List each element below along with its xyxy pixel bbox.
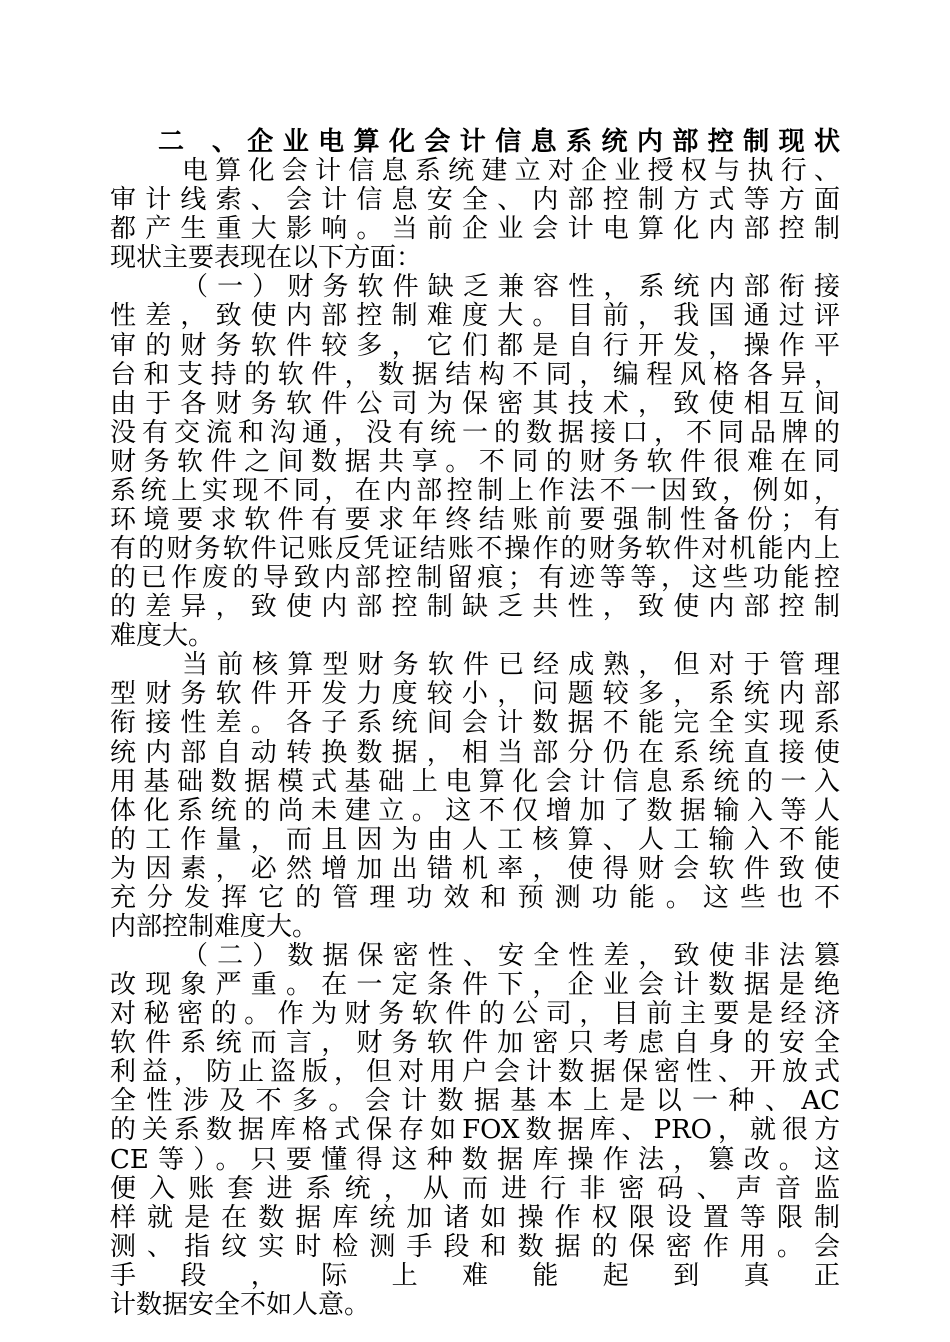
text-line: 为因素，必然增加出错机率，使得财会软件致使 <box>110 853 840 884</box>
text-line: （二）数据保密性、安全性差，致使非法篡 <box>182 941 840 972</box>
text-line: 的关系数据库格式保存如FOX数据库、PRO，就很方 <box>110 1115 840 1146</box>
text-line: 统内部自动转换数据，相当部分仍在系统直接使 <box>110 737 840 768</box>
text-line: 环境要求软件有要求年终结账前要强制性备份；有 <box>110 504 840 535</box>
text-line: 全性涉及不多。会计数据基本上是以一种、AC <box>110 1086 840 1117</box>
text-line: 审计线索、会计信息安全、内部控制方式等方面 <box>110 185 840 216</box>
text-line: 计数据安全不如人意。 <box>110 1289 371 1320</box>
text-line: 利益，防止盗版，但对用户会计数据保密性、开放式 <box>110 1057 840 1088</box>
text-line: 用基础数据模式基础上电算化会计信息系统的一入 <box>110 766 840 797</box>
text-line: 没有交流和沟通，没有统一的数据接口，不同品牌的 <box>110 417 840 448</box>
text-line: 台和支持的软件，数据结构不同，编程风格各异， <box>110 359 840 390</box>
text-line: 软件系统而言，财务软件加密只考虑自身的安全 <box>110 1028 840 1059</box>
text-line: 手段，际上难能起到真正 <box>110 1260 840 1291</box>
text-line: 对秘密的。作为财务软件的公司，目前主要是经济 <box>110 999 840 1030</box>
text-line: 样就是在数据库统加诸如操作权限设置等限制 <box>110 1202 840 1233</box>
text-line: 改现象严重。在一定条件下，企业会计数据是绝 <box>110 970 840 1001</box>
text-line: 衔接性差。各子系统间会计数据不能完全实现系 <box>110 708 840 739</box>
text-line: 当前核算型财务软件已经成熟，但对于管理 <box>182 650 840 681</box>
text-line: 现状主要表现在以下方面： <box>110 243 423 274</box>
text-line: 有的财务软件记账反凭证结账不操作的财务软件对机能内上 <box>110 534 840 565</box>
text-line: 财务软件之间数据共享。不同的财务软件很难在同 <box>110 446 840 477</box>
text-line: 型财务软件开发力度较小，问题较多，系统内部 <box>110 679 840 710</box>
text-line: （一）财务软件缺乏兼容性，系统内部衔接 <box>182 272 840 303</box>
text-line: 体化系统的尚未建立。这不仅增加了数据输入等人 <box>110 795 840 826</box>
text-line: 便入账套进系统，从而进行非密码、声音监 <box>110 1173 840 1204</box>
text-line: 由于各财务软件公司为保密其技术，致使相互间 <box>110 388 840 419</box>
text-line: 的工作量，而且因为由人工核算、人工输入不能 <box>110 824 840 855</box>
text-line: 电算化会计信息系统建立对企业授权与执行、 <box>182 156 840 187</box>
text-line: 难度大。 <box>110 621 215 652</box>
text-line: 审的财务软件较多，它们都是自行开发，操作平 <box>110 330 840 361</box>
section-title: 二 、企业电算化会计信息系统内部控制现状 <box>158 127 840 157</box>
text-line: 的差异，致使内部控制缺乏共性，致使内部控制 <box>110 592 840 623</box>
text-line: 系统上实现不同，在内部控制上作法不一因致，例如， <box>110 475 840 506</box>
text-line: 的已作废的导致内部控制留痕；有迹等等，这些功能控 <box>110 563 840 594</box>
text-line: 都产生重大影响。当前企业会计电算化内部控制 <box>110 214 840 245</box>
text-line: 性差，致使内部控制难度大。目前，我国通过评 <box>110 301 840 332</box>
text-line: 测、指纹实时检测手段和数据的保密作用。会 <box>110 1231 840 1262</box>
text-line: 内部控制难度大。 <box>110 911 319 942</box>
text-line: 充分发挥它的管理功效和预测功能。这些也不 <box>110 882 840 913</box>
text-line: CE等）。只要懂得这种数据库操作法，篡改。这 <box>110 1144 840 1175</box>
